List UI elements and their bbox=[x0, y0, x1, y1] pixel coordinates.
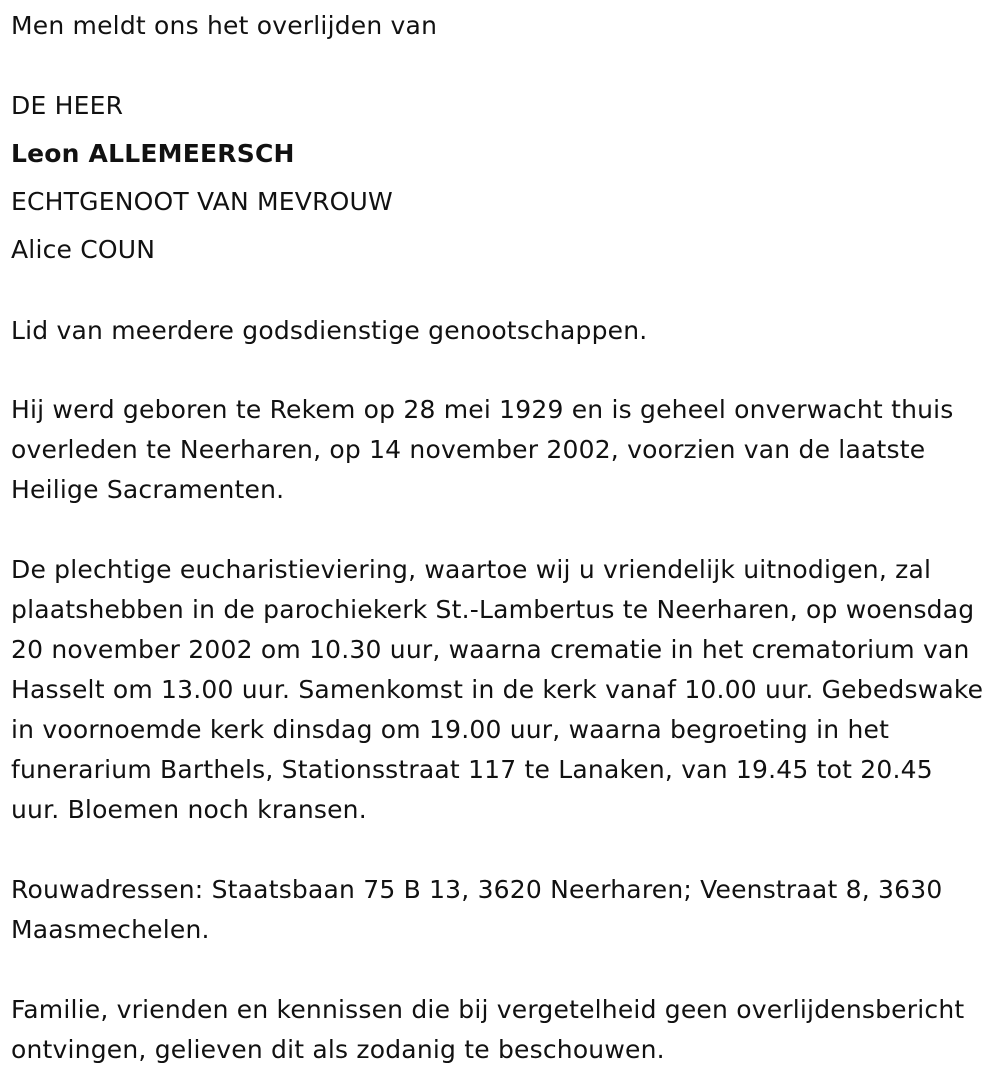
membership-paragraph: Lid van meerdere godsdienstige genootschappen. bbox=[11, 316, 648, 345]
deceased-name: Leon ALLEMEERSCH bbox=[11, 139, 295, 168]
closing-paragraph: Familie, vrienden en kennissen die bij vergetelheid geen overlijdensbericht ontvingen, gelieven dit als zodanig te beschouwen. bbox=[11, 995, 965, 1064]
addresses-paragraph: Rouwadressen: Staatsbaan 75 B 13, 3620 Neerharen; Veenstraat 8, 3630 Maasmechelen. bbox=[11, 875, 943, 944]
spouse-name: Alice COUN bbox=[11, 235, 156, 264]
ceremony-paragraph: De plechtige eucharistieviering, waartoe wij u vriendelijk uitnodigen, zal plaatshebben in de parochiekerk St.-Lambertus te Neerharen, op woensdag 20 november 2002 om 10.30 uur, waarna crematie in het crematorium van Hasselt om 13.00 uur. Samenkomst in de kerk vanaf 10.00 uur. Gebedswake in voornoemde kerk dinsdag om 19.00 uur, waarna begroeting in het funerarium Barthels, Stationsstraat 117 te Lanaken, van 19.45 tot 20.45 uur. Bloemen noch kransen. bbox=[11, 555, 984, 824]
life-paragraph: Hij werd geboren te Rekem op 28 mei 1929 en is geheel onverwacht thuis overleden te Neerharen, op 14 november 2002, voorzien van de laatste Heilige Sacramenten. bbox=[11, 395, 954, 504]
intro-text: Men meldt ons het overlijden van bbox=[11, 11, 438, 40]
title-text: DE HEER bbox=[11, 91, 124, 120]
relation-text: ECHTGENOOT VAN MEVROUW bbox=[11, 187, 393, 216]
name-block bbox=[11, 88, 393, 280]
